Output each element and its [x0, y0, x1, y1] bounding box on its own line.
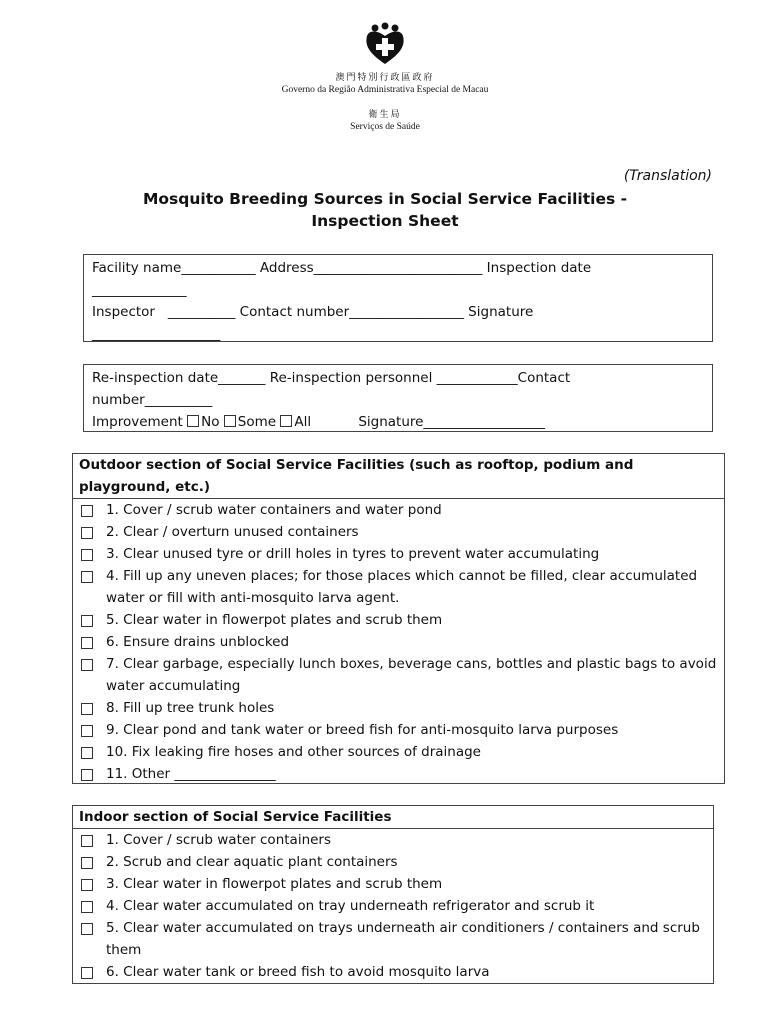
item-text: 1. Cover / scrub water containers: [106, 832, 332, 848]
signature-blank: ___________________: [92, 326, 221, 342]
letterhead: [0, 22, 770, 132]
list-item: [73, 873, 713, 895]
list-item: [73, 565, 724, 609]
item-text: 5. Clear water accumulated on trays underneath air conditioners / containers and scrub them: [106, 920, 700, 958]
item-text: 9. Clear pond and tank water or breed fish for anti-mosquito larva purposes: [106, 722, 619, 738]
checkbox[interactable]: [81, 527, 93, 539]
list-item: [73, 895, 713, 917]
inspection-date-blank: ______________: [92, 282, 187, 298]
translation-label: (Translation): [623, 168, 712, 184]
checkbox[interactable]: [81, 923, 93, 935]
improvement-all-checkbox[interactable]: [280, 415, 292, 427]
item-text: 5. Clear water in flowerpot plates and scrub them: [106, 612, 443, 628]
item-text: 6. Clear water tank or breed fish to avoid mosquito larva: [106, 964, 490, 980]
checkbox[interactable]: [81, 703, 93, 715]
improvement-some-label: Some: [237, 414, 277, 430]
item-text: 10. Fix leaking fire hoses and other sources of drainage: [106, 744, 481, 760]
list-item: [73, 851, 713, 873]
department-name-portuguese: Serviços de Saúde: [350, 122, 420, 132]
list-item: [73, 521, 724, 543]
improvement-no-checkbox[interactable]: [187, 415, 199, 427]
checkbox[interactable]: [81, 725, 93, 737]
checkbox[interactable]: [81, 835, 93, 847]
checkbox[interactable]: [81, 879, 93, 891]
title-line-2: Inspection Sheet: [311, 212, 459, 230]
government-name-portuguese: Governo da Região Administrativa Especial de Macau: [281, 85, 489, 95]
list-item: [73, 631, 724, 653]
checkbox[interactable]: [81, 571, 93, 583]
inspector-contact-signature-line: Inspector __________ Contact number_________________ Signature: [92, 304, 534, 320]
outdoor-checklist: [72, 453, 725, 784]
reinspection-info-box: [83, 364, 713, 432]
checkbox[interactable]: [81, 549, 93, 561]
list-item: [73, 543, 724, 565]
list-item: [73, 653, 724, 697]
item-text: 7. Clear garbage, especially lunch boxes, beverage cans, bottles and plastic bags to avoid water accumulating: [106, 656, 717, 694]
page-title: [60, 188, 710, 232]
checkbox[interactable]: [81, 769, 93, 781]
checkbox[interactable]: [81, 637, 93, 649]
list-item: [73, 917, 713, 961]
indoor-checklist: [72, 805, 714, 984]
item-text: 8. Fill up tree trunk holes: [106, 700, 275, 716]
checkbox[interactable]: [81, 505, 93, 517]
list-item: [73, 763, 724, 785]
item-text: 2. Clear / overturn unused containers: [106, 524, 359, 540]
list-item: [73, 741, 724, 763]
improvement-no-label: No: [201, 414, 220, 430]
health-services-logo: [363, 22, 407, 66]
item-text: 4. Clear water accumulated on tray underneath refrigerator and scrub it: [106, 898, 595, 914]
government-name-chinese: 澳門特別行政區政府: [335, 73, 435, 83]
checkbox[interactable]: [81, 747, 93, 759]
inspection-info-box: [83, 254, 713, 342]
list-item: [73, 719, 724, 741]
item-text: 3. Clear water in flowerpot plates and scrub them: [106, 876, 443, 892]
item-text: 11. Other _______________: [106, 766, 276, 782]
checkbox[interactable]: [81, 857, 93, 869]
improvement-all-label: All: [294, 414, 312, 430]
outdoor-heading: Outdoor section of Social Service Facilities (such as rooftop, podium and playground, etc.): [73, 454, 724, 499]
improvement-some-checkbox[interactable]: [224, 415, 236, 427]
department-name-chinese: 衛生局: [368, 110, 402, 120]
checkbox[interactable]: [81, 615, 93, 627]
checkbox[interactable]: [81, 901, 93, 913]
item-text: 3. Clear unused tyre or drill holes in tyres to prevent water accumulating: [106, 546, 600, 562]
item-text: 2. Scrub and clear aquatic plant containers: [106, 854, 398, 870]
list-item: [73, 499, 724, 521]
checkbox[interactable]: [81, 659, 93, 671]
improvement-line: [92, 411, 712, 433]
list-item: [73, 829, 713, 851]
title-line-1: Mosquito Breeding Sources in Social Service Facilities -: [142, 190, 628, 208]
contact-number-blank: number__________: [92, 392, 213, 408]
checkbox[interactable]: [81, 967, 93, 979]
improvement-label: Improvement: [92, 414, 188, 430]
improvement-signature: Signature__________________: [358, 414, 545, 430]
item-text: 4. Fill up any uneven places; for those places which cannot be filled, clear accumulated water or fill with anti-mosquito larva agent.: [106, 568, 698, 606]
reinspection-line: Re-inspection date_______ Re-inspection personnel ____________Contact: [92, 370, 571, 386]
list-item: [73, 697, 724, 719]
list-item: [73, 961, 713, 983]
facility-address-date-line: Facility name___________ Address_________________________ Inspection date: [92, 260, 592, 276]
indoor-heading: Indoor section of Social Service Facilities: [73, 806, 713, 829]
item-text: 1. Cover / scrub water containers and water pond: [106, 502, 442, 518]
item-text: 6. Ensure drains unblocked: [106, 634, 290, 650]
list-item: [73, 609, 724, 631]
